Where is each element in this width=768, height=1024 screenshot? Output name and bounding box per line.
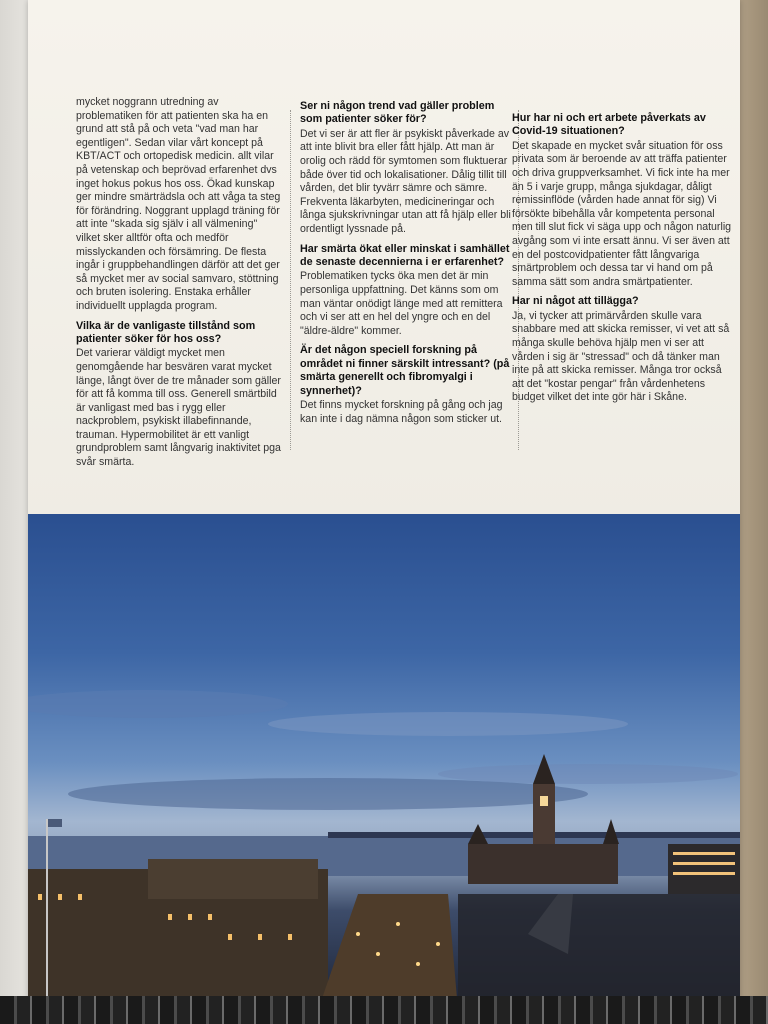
column3-answer-1: Det skapade en mycket svår situation för oss privata som är beroende av att träffa patienter och driva gruppverksamhet. Vi fick inte ha mer än 5 i varje grupp, många sjukdagar, dåligt remissinflöde (vården hade annat för sig) Vi försökte bibehålla vår kompetenta personal men till slut fick vi säga upp och någon naturlig avgång som vi inte ersatt ännu. Vi ser även att en del postcovidpatienter fått långvariga smärtproblem och dessa tar vi hand om på samma sätt som andra smärtpatienter. (512, 139, 732, 288)
column2-answer-2: Problematiken tycks öka men det är min personliga uppfattning. Det känns som om man väntar onödigt länge med att remittera och vi ser att en hel del yngre och en del "äldre-äldre" kommer. (300, 270, 503, 337)
article-column-1 (76, 96, 284, 476)
column3-question-2: Har ni något att tillägga? (512, 295, 639, 308)
column2-answer-1: Det vi ser är att fler är psykiskt påverkade av att inte blivit bra eller fått hjälp. Att man är orolig och rädd för symtomen som fluktuerar både över tid och lokalisationer. Dålig tillit till vården, det blir tyvärr sämre och sämre. Frekventa läkarbyten, medicineringar och långa sjukskrivningar utan att få hjälp eller bli ordentligt lyssnade på. (300, 127, 511, 235)
column2-question-3: Är det någon speciell forskning på området ni finner särskilt intressant? (på smärta generellt och fibromyalgi i synnerhet)? (300, 344, 510, 397)
column2-answer-3: Det finns mycket forskning på gång och jag kan inte i dag nämna någon som sticker ut. (300, 398, 503, 425)
column3-question-1: Hur har ni och ert arbete påverkats av Covid-19 situationen? (512, 112, 706, 138)
city-dusk-photo (28, 514, 740, 1010)
patterned-fabric-bottom (0, 996, 768, 1024)
column1-answer-1: Det varierar väldigt mycket men genomgående har besvären varat mycket länge, långt över de tre månader som gäller för att få komma till oss. Generell smärtbild är vanligast med bas i rygg eller nackproblem, psykiskt illabefinnande, trauman. Hypermobilitet är ett vanligt grundproblem samt långvarig inaktivitet pga svår smärta. (76, 347, 281, 469)
column2-question-1: Ser ni någon trend vad gäller problem som patienter söker för? (300, 100, 495, 126)
column-divider-1 (290, 110, 291, 450)
column1-paragraph: mycket noggrann utredning av problematiken för att patienten ska ha en grund att stå på och veta "vad man har egentligen". Sedan vilar vårt koncept på KBT/ACT och ortopedisk medicin. allt vilar på vetenskap och beprövad erfarenhet dvs inget hokus pokus hos oss. Ökad kunskap ger mindre smärträdsla och att våga ta steg för förändring. Noggrant upplagd träning för att inte "skada sig själv i all välmening" vilket sker alltför ofta och medför misslyckanden och försämring. De flesta ingår i gruppbehandlingen därför att det ger så mycket mer av social samvaro, stöttning och bruten isolering. Enstaka erhåller individuellt upplagda program. (76, 96, 281, 312)
column1-question-1: Vilka är de vanligaste tillstånd som patienter söker för hos oss? (76, 319, 256, 345)
city-skyline-illustration (28, 514, 740, 1010)
column2-question-2: Har smärta ökat eller minskat i samhället de senaste decennierna i er erfarenhet? (300, 242, 510, 268)
article-column-3 (512, 108, 732, 411)
article-column-2 (300, 96, 512, 432)
column3-answer-2: Ja, vi tycker att primärvården skulle vara snabbare med att skicka remisser, vi vet att så många skulle behöva hjälp men vi ser att vården i sig är "stressad" och då tänker man inte på att skicka remisser. Många tror också att det "kostar pengar" från vårdenhetens budget vilket det inte gör här i Skåne. (512, 309, 730, 404)
